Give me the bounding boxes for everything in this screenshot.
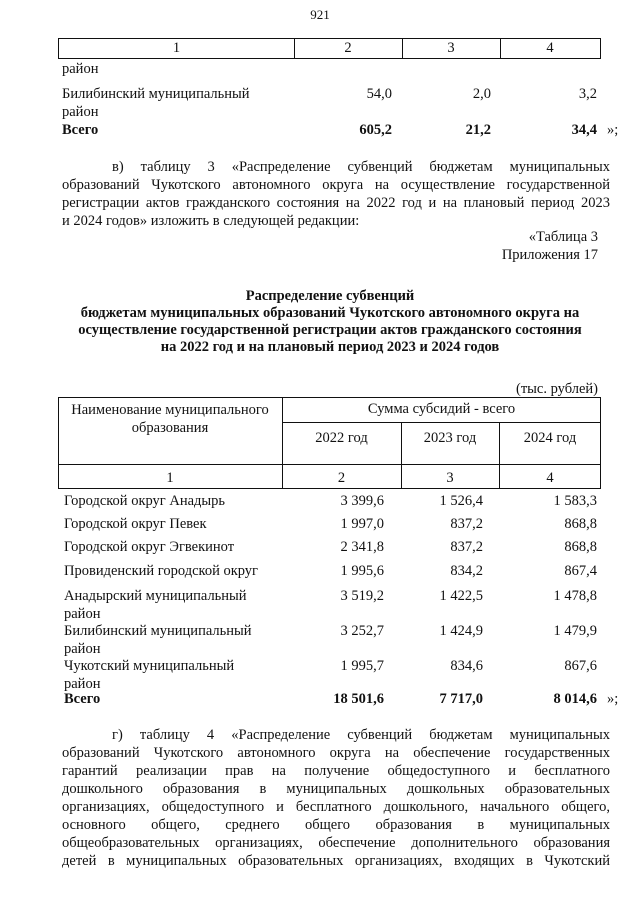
- value-2023: 2,0: [472, 86, 491, 102]
- total-label: Всего: [64, 691, 101, 707]
- paragraph-g-line-6: основного общего, среднего общего образования в муниципальных: [62, 817, 610, 833]
- header-year-2023: 2023 год: [423, 430, 477, 446]
- row-name: Билибинский муниципальный район: [62, 86, 250, 120]
- total-2022: 18 501,6: [333, 691, 384, 707]
- document-page: 921 1 2 3 4 район Билибинский муниципальный район 54,0 2,0 3,2 Всего 605,2 21,2 34,4 »; в) таблицу 3 «Распределение субвенций бюджетам муниципальных образований Чукотского автономного округа на осуществление государственной регистрации актов гражданского состояния на 2022 год и на плановый период 2023 и 2024 годов» изложить в следующей редакции: «Таблица 3 Приложения 17 Распределение субвенций бюджетам муниципальных образований Чукотского автономного округа на осуществление государственной регистрации актов гражданского состояния на 2022 год и на плановый период 2023 и 2024 годов (тыс. рублей) Наименование муниципального образования Сумма субсидий - всего 2022 год 2023 год 2024 год 1 2 3 4 Городской округ Анадырь 3 399,6 1 526,4 1 583,3 Городской округ Певек 1 997,0 837,2 868,8 Городской округ Эгвекинот 2 341,8 837,2 868,8 Провиденский городской округ 1 995,6 834,2 867,4 Анадырский муниципальный район 3 519,2 1 422,5 1 478,8 Билибинский муниципальный район 3 252,7 1 424,9 1 479,9 Чукотский муниципальный район 1 995,7 834,6 867,6 Всего 18 501,6 7 717,0 8 014,6 »; г) таблицу 4 «Распределение субвенций бюджетам муниципальных образований Чукотского автономного округа на обеспечение государственных гарантий реализации прав на получение общедоступного и бесплатного дошкольного образования в муниципальных дошкольных образовательных организациях, общедоступного и бесплатного дошкольного, начального общего, основного общего, среднего общего образования в муниципальных общеобразовательных организациях, обеспечение дополнительного образования детей в муниципальных образовательных организациях, входящих в Чукотский: [0, 0, 640, 905]
- fragment-name: район: [62, 61, 99, 77]
- total-2022: 605,2: [359, 122, 392, 138]
- top-table-header: [58, 38, 601, 59]
- col-number-1: 1: [166, 470, 174, 486]
- paragraph-v-line-3: регистрации актов гражданского состояния на 2022 год и на плановый период 2023: [62, 195, 610, 211]
- top-col-1: 1: [172, 40, 181, 56]
- table-reference: «Таблица 3 Приложения 17: [501, 229, 598, 263]
- table-title-line-2: бюджетам муниципальных образований Чукотского автономного округа на: [80, 305, 580, 321]
- closing-quote: »;: [607, 122, 619, 138]
- closing-quote: »;: [607, 691, 619, 707]
- paragraph-g-line-1: г) таблицу 4 «Распределение субвенций бюджетам муниципальных: [112, 727, 610, 743]
- value-2024: 3,2: [578, 86, 597, 102]
- total-2024: 8 014,6: [553, 691, 597, 707]
- value-2022: 54,0: [366, 86, 392, 102]
- header-name-column: Наименование муниципального образования: [71, 402, 269, 436]
- page-number: 921: [310, 7, 330, 22]
- top-col-4: 4: [546, 40, 554, 56]
- table-title-line-3: осуществление государственной регистрации актов гражданского состояния: [78, 322, 582, 338]
- header-divider: [58, 464, 601, 465]
- paragraph-v-line-4: и 2024 годов» изложить в следующей редакции:: [62, 213, 360, 229]
- paragraph-g-line-4: дошкольного образования в муниципальных дошкольных образовательных: [62, 781, 610, 797]
- total-2024: 34,4: [571, 122, 597, 138]
- paragraph-g-line-3: гарантий реализации прав на получение общедоступного и бесплатного: [62, 763, 610, 779]
- col-number-3: 3: [446, 470, 454, 486]
- header-year-2022: 2022 год: [315, 430, 368, 446]
- total-label: Всего: [62, 122, 99, 138]
- table-title-line-4: на 2022 год и на плановый период 2023 и 2024 годов: [160, 339, 500, 355]
- total-2023: 21,2: [465, 122, 491, 138]
- units-label: (тыс. рублей): [516, 381, 598, 397]
- top-col-2: 2: [344, 40, 352, 56]
- paragraph-v-line-1: в) таблицу 3 «Распределение субвенций бюджетам муниципальных: [112, 159, 610, 175]
- col-number-4: 4: [546, 470, 554, 486]
- top-col-3: 3: [447, 40, 455, 56]
- header-divider: [282, 422, 601, 423]
- paragraph-g-line-7: общеобразовательных организациях, обеспечение дополнительного образования: [62, 835, 610, 851]
- col-number-2: 2: [337, 470, 346, 486]
- total-2023: 7 717,0: [439, 691, 483, 707]
- table-title-line-1: Распределение субвенций: [245, 288, 415, 304]
- paragraph-g-line-8: детей в муниципальных образовательных организациях, входящих в Чукотский: [62, 853, 610, 869]
- header-year-2024: 2024 год: [523, 430, 577, 446]
- paragraph-g-line-2: образований Чукотского автономного округа на обеспечение государственных: [62, 745, 610, 761]
- main-table-header: [58, 397, 601, 489]
- header-sum-column: Сумма субсидий - всего: [367, 401, 516, 417]
- paragraph-v-line-2: образований Чукотского автономного округа на осуществление государственной: [62, 177, 610, 193]
- paragraph-g-line-5: организациях, общедоступного и бесплатного дошкольного, начального общего,: [62, 799, 610, 815]
